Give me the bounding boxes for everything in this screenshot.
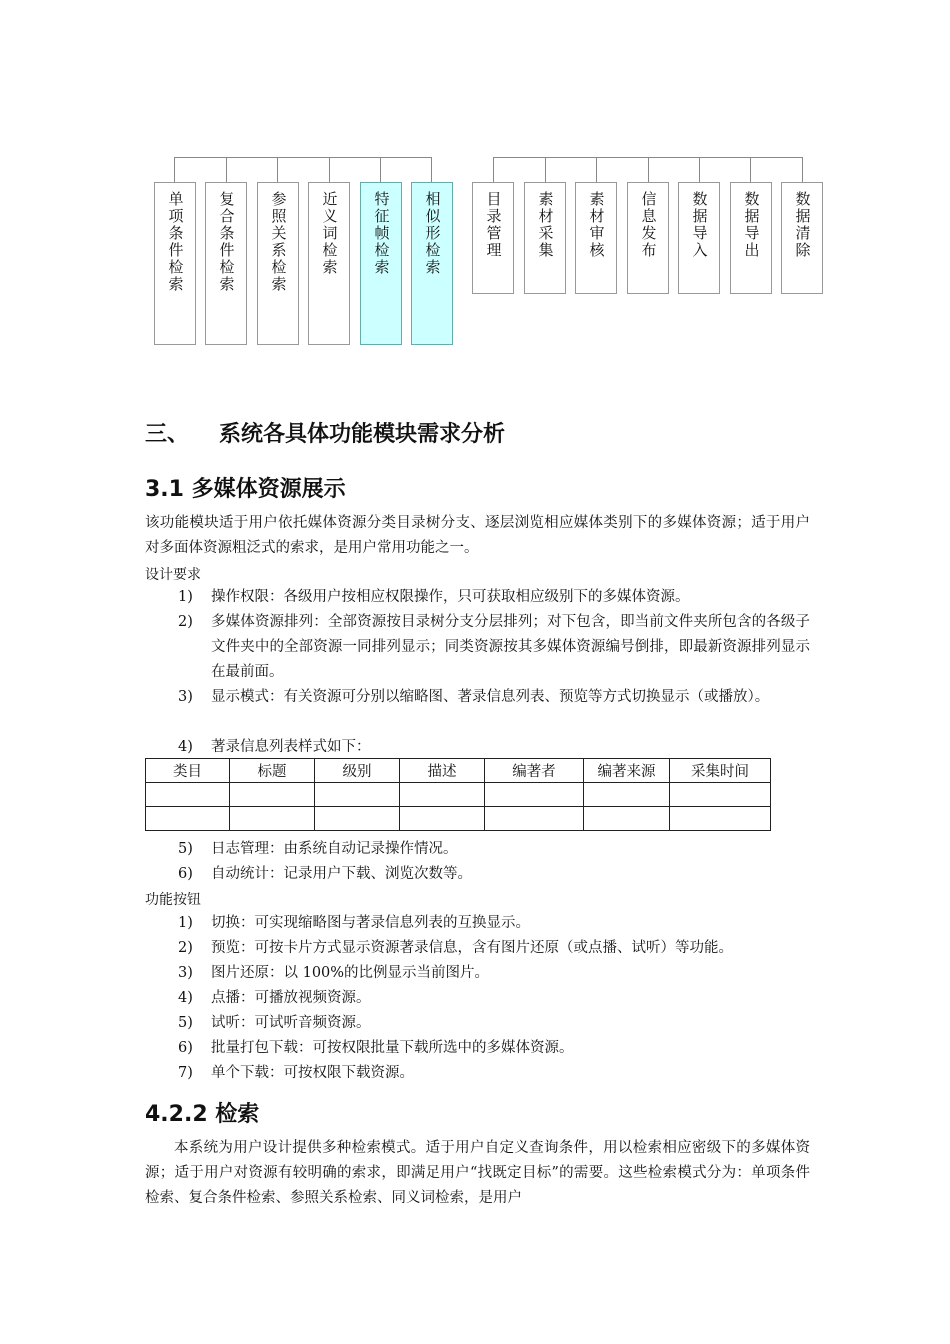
diagram-node-label: 参照关系检索 [269,191,288,293]
list-item [178,837,810,862]
table-cell [146,783,230,807]
connector-line [802,157,803,182]
diagram-node-label: 数据导入 [690,191,709,259]
connector-line [226,157,227,182]
connector-line [277,157,278,182]
diagram-node [575,182,617,294]
list-item [178,862,810,887]
list-number: 6) [178,1040,193,1056]
list-text: 点播：可播放视频资源。 [211,990,371,1006]
table-cell [315,807,400,831]
table-cell [485,807,584,831]
list-item [178,1036,810,1061]
list-text: 试听：可试听音频资源。 [211,1015,371,1031]
diagram-node [308,182,350,345]
table-cell [485,783,584,807]
list-item [178,986,810,1011]
list-text: 单个下载：可按权限下载资源。 [211,1065,414,1081]
connector-line [648,157,649,182]
table-cell [670,783,771,807]
list-item [178,961,810,986]
connector-line [545,157,546,182]
table-cell [584,807,670,831]
connector-line [380,157,381,182]
subsection-heading: 4.2.2 检索 [145,1102,260,1127]
diagram-node [730,182,772,294]
list-text: 日志管理：由系统自动记录操作情况。 [211,841,458,857]
diagram-node [205,182,247,345]
diagram-node-label: 相似形检索 [423,191,442,276]
list-number: 4) [178,739,193,755]
section-title: 系统各具体功能模块需求分析 [219,422,506,447]
list-number: 2) [178,614,193,630]
design-requirements-label: 设计要求 [145,567,201,583]
table-header-cell: 编著来源 [584,759,670,783]
table-header-cell: 标题 [230,759,315,783]
connector-line [174,157,175,182]
connector-line [329,157,330,182]
connector-line [750,157,751,182]
diagram-node-label: 特征帧检索 [372,191,391,276]
table-cell [315,783,400,807]
list-text: 预览：可按卡片方式显示资源著录信息，含有图片还原（或点播、试听）等功能。 [211,940,733,956]
table-cell [400,783,485,807]
diagram-node-label: 数据清除 [793,191,812,259]
table-row [146,807,771,831]
diagram-node-label: 近义词检索 [320,191,339,276]
diagram-node [627,182,669,294]
diagram-node-highlighted [360,182,402,345]
diagram-node [154,182,196,345]
list-number: 5) [178,841,193,857]
table-cell [230,807,315,831]
list-item [178,911,810,936]
table-cell [670,807,771,831]
table-cell [146,807,230,831]
table-cell [230,783,315,807]
section-number: 三、 [145,422,190,447]
list-item [178,585,810,610]
function-buttons-label: 功能按钮 [145,892,201,908]
list-item [178,936,810,961]
list-text: 切换：可实现缩略图与著录信息列表的互换显示。 [211,915,530,931]
diagram-node [678,182,720,294]
list-item [178,735,810,760]
list-item [178,1011,810,1036]
diagram-node-label: 复合条件检索 [217,191,236,293]
list-text: 自动统计：记录用户下载、浏览次数等。 [211,866,472,882]
connector-line [699,157,700,182]
connector-line [596,157,597,182]
list-number: 7) [178,1065,193,1081]
list-number: 3) [178,689,193,705]
table-row [146,783,771,807]
table-header-cell: 类目 [146,759,230,783]
diagram-node [257,182,299,345]
diagram-node [472,182,514,294]
list-text: 著录信息列表样式如下： [211,739,371,755]
diagram-node-label: 数据导出 [742,191,761,259]
list-text: 多媒体资源排列：全部资源按目录树分支分层排列；对下包含，即当前文件夹所包含的各级子文件夹中的全部资源一同排列显示；同类资源按其多媒体资源编号倒排，即最新资源排列显示在最前面。 [211,614,810,680]
connector-line [431,157,432,182]
list-number: 5) [178,1015,193,1031]
list-text: 操作权限：各级用户按相应权限操作，只可获取相应级别下的多媒体资源。 [211,589,690,605]
list-item [178,610,810,685]
diagram-node [524,182,566,294]
table-header-cell: 级别 [315,759,400,783]
diagram-node-highlighted [411,182,453,345]
table-header-cell: 采集时间 [670,759,771,783]
metadata-table [145,758,771,831]
diagram-node-label: 素材采集 [536,191,555,259]
list-number: 2) [178,940,193,956]
section-heading [145,417,505,448]
list-number: 4) [178,990,193,1006]
intro-paragraph: 该功能模块适于用户依托媒体资源分类目录树分支、逐层浏览相应媒体类别下的多媒体资源；适于用户对多面体资源粗泛式的索求，是用户常用功能之一。 [145,515,810,556]
table-cell [400,807,485,831]
diagram-node-label: 目录管理 [484,191,503,259]
list-number: 3) [178,965,193,981]
connector-line [493,157,494,182]
list-text: 图片还原：以 100%的比例显示当前图片。 [211,965,490,981]
list-number: 1) [178,915,193,931]
list-text: 批量打包下载：可按权限批量下载所选中的多媒体资源。 [211,1040,574,1056]
list-text: 显示模式：有关资源可分别以缩略图、著录信息列表、预览等方式切换显示（或播放）。 [211,689,770,705]
list-number: 1) [178,589,193,605]
diagram-node [781,182,823,294]
subsection-heading: 3.1 多媒体资源展示 [145,477,346,502]
diagram-node-label: 信息发布 [639,191,658,259]
connector-line [174,157,431,158]
list-item [178,1061,810,1086]
diagram-node-label: 单项条件检索 [166,191,185,293]
table-header-cell: 描述 [400,759,485,783]
table-header-cell: 编著者 [485,759,584,783]
retrieval-paragraph: 本系统为用户设计提供多种检索模式。适于用户自定义查询条件，用以检索相应密级下的多媒体资源；适于用户对资源有较明确的索求，即满足用户“找既定目标”的需要。这些检索模式分为：单项条件检索、复合条件检索、参照关系检索、同义词检索，是用户 [145,1140,810,1206]
table-cell [584,783,670,807]
list-number: 6) [178,866,193,882]
diagram-node-label: 素材审核 [587,191,606,259]
list-item [178,685,810,710]
table-header-row [146,759,771,783]
